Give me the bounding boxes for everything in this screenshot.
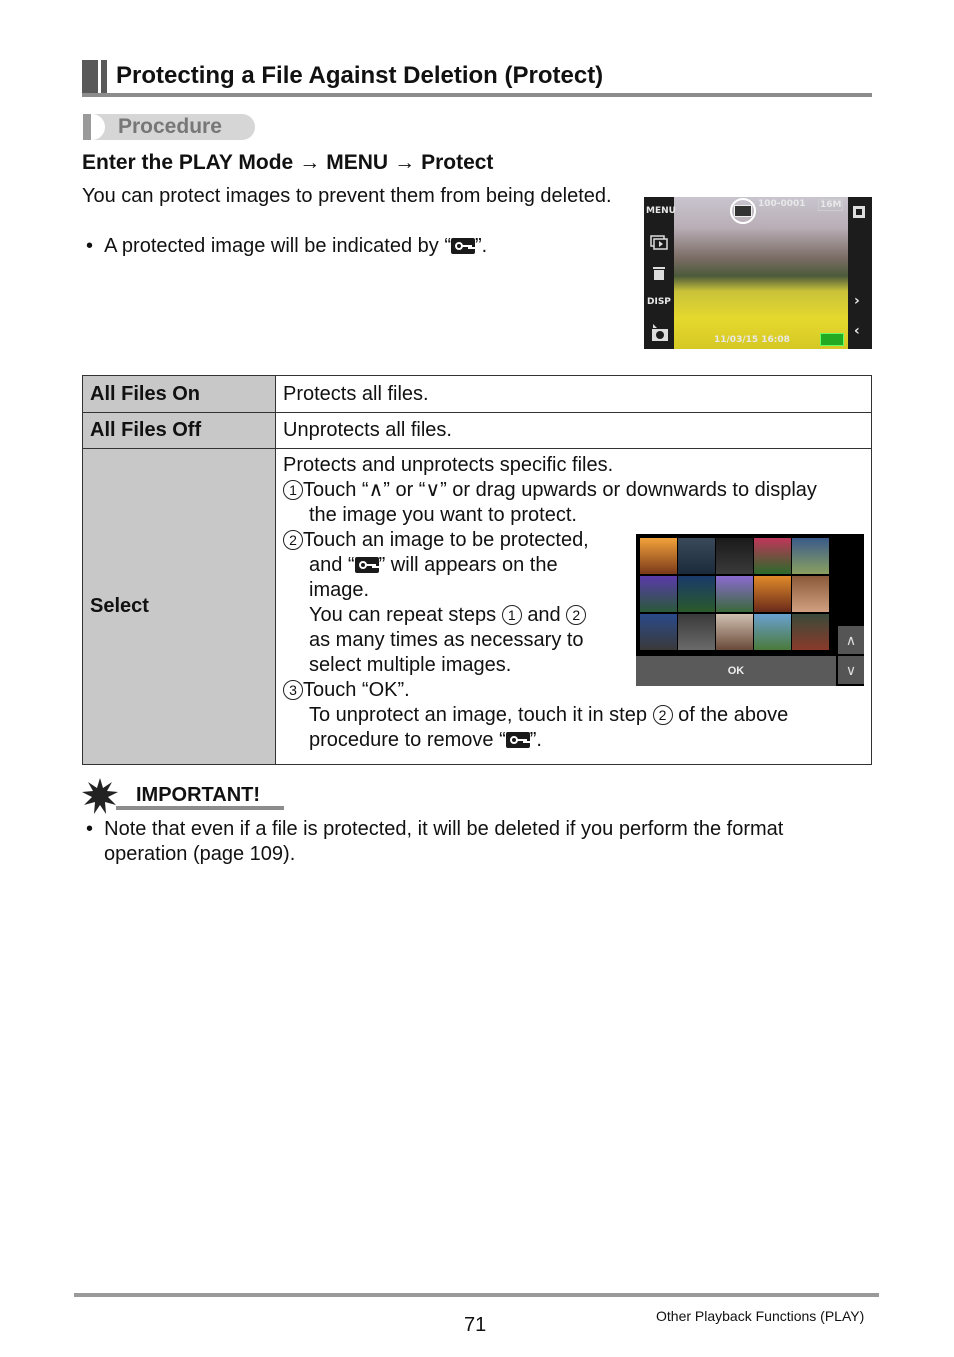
thumbnail bbox=[678, 576, 715, 612]
arrow-icon: → bbox=[394, 151, 416, 174]
footer-section-title: Other Playback Functions (PLAY) bbox=[656, 1308, 865, 1324]
camera-right-panel bbox=[848, 197, 872, 349]
table-row bbox=[83, 413, 872, 449]
camera-playback-screenshot bbox=[644, 197, 872, 349]
bullet-protected-indicator: • A protected image will be indicated by “ ”. bbox=[86, 235, 488, 257]
thumbnail bbox=[678, 538, 715, 574]
menu-path-step: Protect bbox=[421, 151, 494, 174]
thumbnail bbox=[754, 614, 791, 650]
step-number: 3 bbox=[283, 680, 303, 700]
bullet-dot: • bbox=[86, 235, 105, 257]
next-image-button: › bbox=[854, 293, 860, 309]
protect-key-icon bbox=[451, 238, 475, 254]
thumbnail bbox=[792, 538, 829, 574]
option-name: Select bbox=[83, 449, 276, 765]
step-number: 2 bbox=[566, 605, 586, 625]
cherry-blossom-photo bbox=[674, 197, 848, 349]
option-description: Protects all files. bbox=[276, 376, 872, 413]
option-description: Unprotects all files. bbox=[276, 413, 872, 449]
step-number: 2 bbox=[283, 530, 303, 550]
thumbnail bbox=[640, 538, 677, 574]
thumbnail bbox=[716, 538, 753, 574]
scroll-down-button[interactable]: ∨ bbox=[838, 656, 864, 684]
thumbnail bbox=[716, 576, 753, 612]
page-number: 71 bbox=[464, 1314, 487, 1336]
trash-icon bbox=[651, 265, 667, 281]
camera-menu-button: MENU bbox=[646, 206, 676, 216]
title-underline bbox=[82, 93, 872, 97]
protect-key-icon bbox=[355, 557, 379, 573]
thumbnail bbox=[792, 576, 829, 612]
procedure-label: Procedure bbox=[118, 115, 222, 138]
title-bar-decoration bbox=[101, 60, 107, 97]
protect-key-icon bbox=[734, 205, 752, 217]
slideshow-icon bbox=[650, 235, 668, 251]
thumbnail bbox=[792, 614, 829, 650]
fullscreen-icon bbox=[852, 205, 866, 219]
step-number: 2 bbox=[653, 705, 673, 725]
thumbnail bbox=[678, 614, 715, 650]
option-description: Protects and unprotects specific files. 1 Touch “∧” or “∨” or drag upwards or downwards to display the image you want to protect. 2 Touch an image to be protected, and “ ” will appears on the image. You can repeat steps 1 and 2 as many times as necessary to select multiple images. 3 Touch “OK”. To unprotect an image, touch it in step 2 of the above procedure to remove “ ”. bbox=[276, 449, 872, 765]
important-note: • Note that even if a file is protected, it will be deleted if you perform the format operation (page 109). bbox=[86, 818, 784, 865]
thumbnail bbox=[754, 576, 791, 612]
thumbnail bbox=[716, 614, 753, 650]
thumbnail bbox=[640, 614, 677, 650]
important-heading: IMPORTANT! bbox=[136, 784, 261, 806]
option-name: All Files On bbox=[83, 376, 276, 413]
menu-path bbox=[82, 149, 493, 177]
menu-path-step: MENU bbox=[326, 151, 389, 174]
procedure-tab-edge bbox=[83, 114, 91, 140]
protect-key-icon bbox=[506, 732, 530, 748]
previous-image-button: ‹ bbox=[854, 323, 860, 339]
important-burst-icon bbox=[82, 778, 118, 814]
page-title: Protecting a File Against Deletion (Protect) bbox=[116, 62, 604, 89]
battery-icon bbox=[820, 333, 844, 346]
scroll-up-button[interactable]: ∧ bbox=[838, 626, 864, 654]
camera-disp-button: DISP bbox=[647, 297, 671, 307]
arrow-icon: → bbox=[299, 151, 321, 174]
thumbnail bbox=[754, 538, 791, 574]
camera-mode-icon bbox=[650, 323, 670, 343]
step-number: 1 bbox=[283, 480, 303, 500]
intro-text: You can protect images to prevent them from being deleted. bbox=[82, 185, 612, 207]
table-row bbox=[83, 376, 872, 413]
menu-path-step: Enter the PLAY Mode bbox=[82, 151, 294, 174]
bullet-dot: • bbox=[86, 818, 105, 840]
option-name: All Files Off bbox=[83, 413, 276, 449]
file-number: 100-0001 bbox=[758, 199, 806, 209]
camera-select-screenshot bbox=[636, 534, 864, 686]
step-number: 1 bbox=[502, 605, 522, 625]
image-size-badge: 16M bbox=[820, 200, 842, 210]
footer-divider bbox=[74, 1293, 879, 1297]
ok-button[interactable]: OK bbox=[636, 656, 836, 686]
title-bar-decoration bbox=[82, 60, 98, 97]
thumbnail bbox=[640, 576, 677, 612]
date-time: 11/03/15 16:08 bbox=[714, 335, 790, 345]
